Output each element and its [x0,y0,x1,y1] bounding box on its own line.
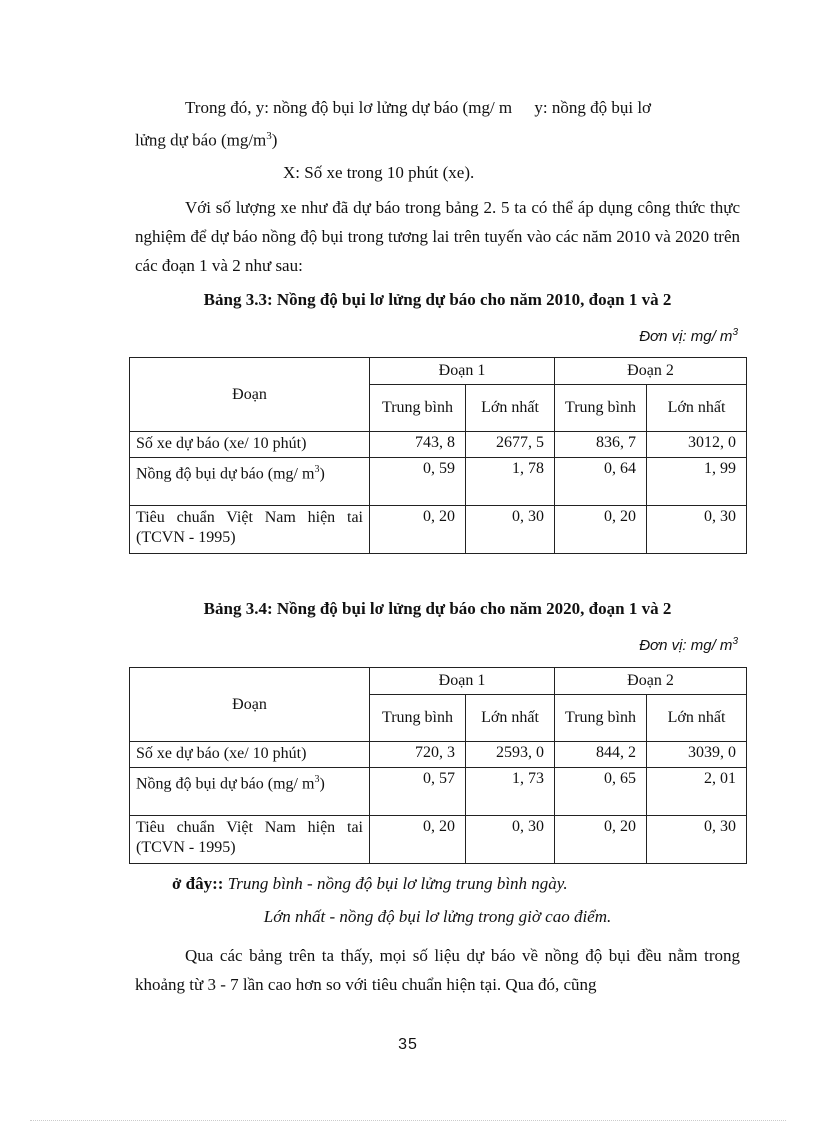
table2-header-trung-binh-2: Trung bình [555,695,647,742]
table-row [130,816,747,864]
table1-row2-value-1: 0, 59 [370,458,466,506]
table1-row3-value-4: 0, 30 [647,506,747,554]
table2-row1-value-4: 3039, 0 [647,742,747,768]
table1-row1-label [130,432,370,458]
table2-row2-value-4: 2, 01 [647,768,747,816]
intro-line-2-text: lửng dự báo (mg/m [135,130,267,150]
table1-header-trung-binh-2: Trung bình [555,385,647,432]
table2-header-trung-binh-1: Trung bình [370,695,466,742]
table2-unit-text: Đơn vị: mg/ m [639,637,733,654]
table2-row1-label [130,742,370,768]
table2-row2-value-3: 0, 65 [555,768,647,816]
page-bottom-divider [30,1120,786,1121]
table1-row2-label-sup: 3 [314,464,320,475]
table1-row1-value-3: 836, 7 [555,432,647,458]
table2-caption: Bảng 3.4: Nồng độ bụi lơ lửng dự báo cho năm 2020, đoạn 1 và 2 [203,599,672,618]
intro-line-1-tail: y: nồng độ bụi lơ [534,98,652,117]
table2-row3-label-text: Tiêu chuẩn Việt Nam hiện tai (TCVN - 1995) [136,819,363,856]
table2-row1-label-text: Số xe dự báo (xe/ 10 phút) [136,745,307,762]
table1-header-doan: Đoạn [130,358,370,432]
table1-row2-value-4: 1, 99 [647,458,747,506]
table2-row3-label [130,816,370,864]
formula-x-definition: X: Số xe trong 10 phút (xe). [283,163,475,182]
table1-caption: Bảng 3.3: Nồng độ bụi lơ lửng dự báo cho năm 2010, đoạn 1 và 2 [203,290,672,309]
table1-row3-value-3: 0, 20 [555,506,647,554]
table2-header-doan: Đoạn [130,668,370,742]
table1-row1-value-2: 2677, 5 [466,432,555,458]
table1-header-lon-nhat-2: Lớn nhất [647,385,747,432]
table1-row2-label-text: Nồng độ bụi dự báo (mg/ m [136,465,315,483]
table-row [130,458,747,506]
table1-unit-sup: 3 [732,327,738,338]
table1-row1-label-text: Số xe dự báo (xe/ 10 phút) [136,435,307,452]
table1-header-doan1: Đoạn 1 [370,358,555,385]
table2-row3-value-3: 0, 20 [555,816,647,864]
table2-header-lon-nhat-1: Lớn nhất [466,695,555,742]
table2-row2-label-text: Nồng độ bụi dự báo (mg/ m [136,775,315,793]
table-row [130,768,747,816]
table1-header-doan2: Đoạn 2 [555,358,747,385]
table2-header-lon-nhat-2: Lớn nhất [647,695,747,742]
intro-line-1-main: Trong đó, y: nồng độ bụi lơ lửng dự báo (mg/ m [185,98,513,117]
table-row [130,506,747,554]
table2-row1-value-1: 720, 3 [370,742,466,768]
paragraph-forecast-intro: Với số lượng xe như đã dự báo trong bảng 2. 5 ta có thể áp dụng công thức thực nghiệm để dự báo nồng độ bụi trong tương lai trên tuyến vào các năm 2010 và 2020 trên các đoạn 1 và 2 như sau: [135,198,740,275]
table2-row3-value-4: 0, 30 [647,816,747,864]
table2-row2-label-end: ) [319,775,325,793]
page-number: 35 [398,1036,418,1053]
table2-row3-value-2: 0, 30 [466,816,555,864]
table2-row3-value-1: 0, 20 [370,816,466,864]
table1-unit [639,327,738,345]
table2-row2-value-2: 1, 73 [466,768,555,816]
note-lon-nhat: Lớn nhất - nồng độ bụi lơ lửng trong giờ cao điểm. [263,907,612,926]
table2-row2-value-1: 0, 57 [370,768,466,816]
intro-line-2 [135,122,740,155]
table2-header-doan2: Đoạn 2 [555,668,747,695]
table2-row2-label [130,768,370,816]
table1-row2-label-end: ) [319,465,325,483]
table1-header-trung-binh-1: Trung bình [370,385,466,432]
table1-unit-text: Đơn vị: mg/ m [639,328,733,345]
table2-row1-value-2: 2593, 0 [466,742,555,768]
table1-row1-value-4: 3012, 0 [647,432,747,458]
table1-row2-label [130,458,370,506]
note-line-1: Trung bình - nồng độ bụi lơ lửng trung bình ngày. [223,874,568,893]
table2-unit-sup: 3 [732,636,738,647]
table1-row3-label-text: Tiêu chuẩn Việt Nam hiện tai (TCVN - 1995) [136,509,363,546]
table1-header-lon-nhat-1: Lớn nhất [466,385,555,432]
table-row [130,742,747,768]
table1-row3-value-1: 0, 20 [370,506,466,554]
table2-header-doan1: Đoạn 1 [370,668,555,695]
table2-row2-label-sup: 3 [314,774,320,785]
table2-row1-value-3: 844, 2 [555,742,647,768]
table1-row3-value-2: 0, 30 [466,506,555,554]
note-prefix: ở đây:: [172,874,224,893]
intro-line-1 [135,93,740,122]
note-trung-binh [135,870,777,898]
table1-row2-value-2: 1, 78 [466,458,555,506]
intro-line-2-end: ) [271,130,278,150]
table1 [129,357,747,554]
table-row [130,432,747,458]
paragraph-conclusion: Qua các bảng trên ta thấy, mọi số liệu dự báo về nồng độ bụi đều nằm trong khoảng từ 3 - 7 lần cao hơn so với tiêu chuẩn hiện tại. Qua đó, cũng [135,946,740,994]
table1-row2-value-3: 0, 64 [555,458,647,506]
table2 [129,667,747,864]
table1-row3-label [130,506,370,554]
table1-row1-value-1: 743, 8 [370,432,466,458]
table2-unit [639,636,738,654]
intro-superscript: 3 [266,130,272,142]
